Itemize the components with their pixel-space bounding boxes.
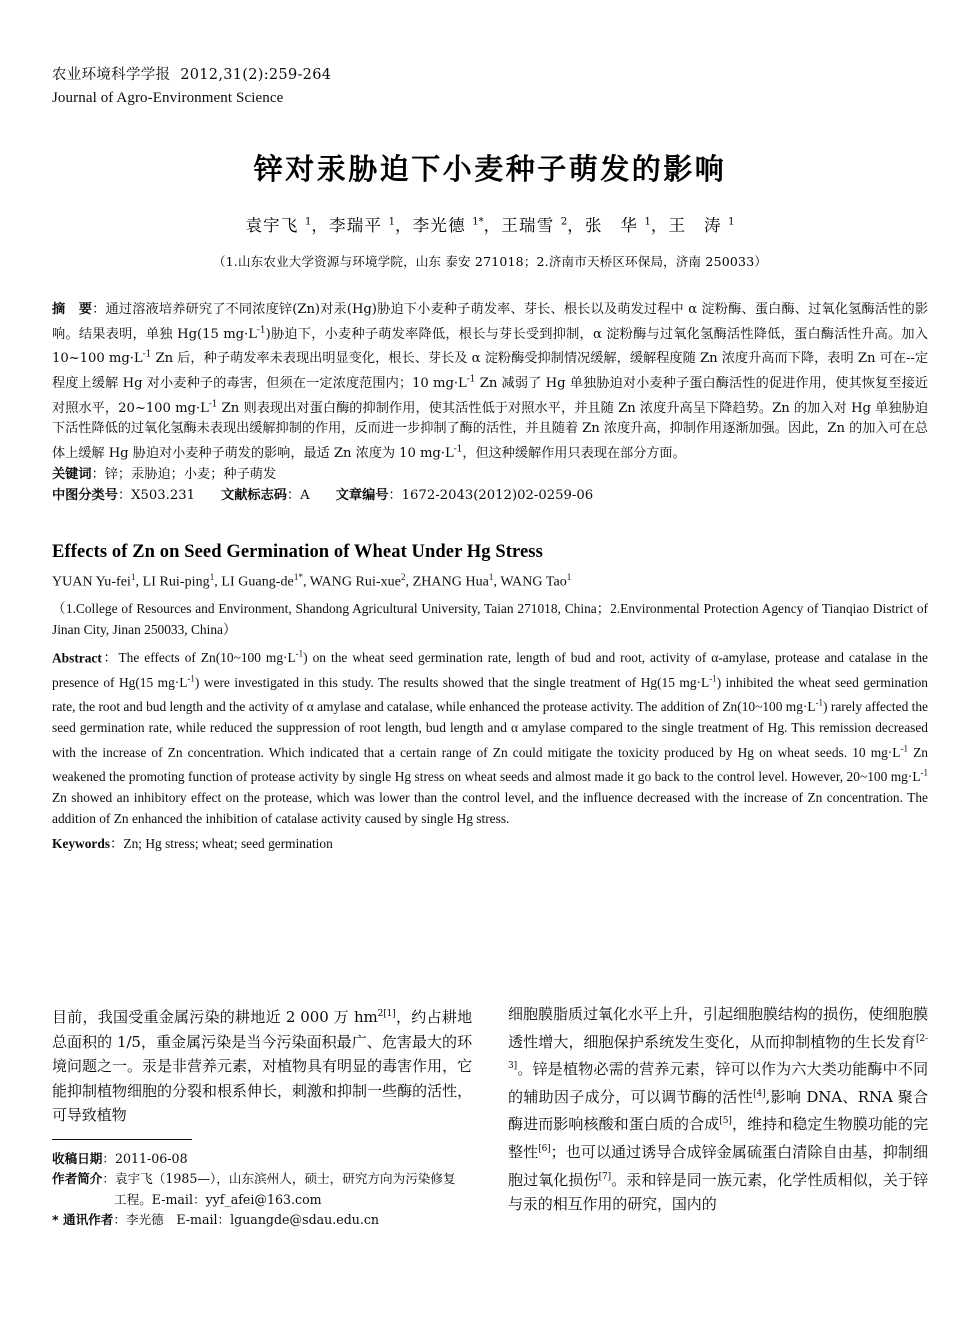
- received-label: 收稿日期: [52, 1150, 103, 1166]
- body-paragraph-right: 细胞膜脂质过氧化水平上升，引起细胞膜结构的损伤，使细胞膜透性增大，细胞保护系统发生变化，从而抑制植物的生长发育[2-3]。锌是植物必需的营养元素，锌可以作为六大类功能酶中不同的辅助因子成分，可以调节酶的活性[4],影响 DNA、RNA 聚合酶进而影响核酸和蛋白质的合成[5]，维持和稳定生物膜功能的完整性[6]；也可以通过诱导合成锌金属硫蛋白清除自由基，抑制细胞过氧化损伤[7]。汞和锌是同一族元素，化学性质相似，关于锌与汞的相互作用的研究，国内的: [508, 1005, 929, 1214]
- keywords-label-english: Keywords: [52, 836, 111, 852]
- classification-line: [52, 485, 928, 506]
- article-number-value: ：1672-2043(2012)02-0259-06: [388, 488, 594, 504]
- keywords-text-english: ：Zn; Hg stress; wheat; seed germination: [110, 836, 333, 852]
- footnote-bio: [52, 1169, 472, 1210]
- body-columns: [52, 1002, 928, 1231]
- running-head: [52, 66, 928, 109]
- footnote-received: [52, 1149, 472, 1170]
- affiliation-english: （1.College of Resources and Environment, Shandong Agricultural University, Taian 271018, China；2.Environmental Protection Agency of Tianqiao District of Jinan City, Jinan 250033, China）: [52, 600, 928, 637]
- page-header-area: [52, 0, 928, 854]
- doccode-label: 文献标志码: [221, 488, 287, 504]
- abstract-chinese: [52, 300, 928, 464]
- abstract-label-english: Abstract: [52, 650, 102, 666]
- doccode-value: ：A: [287, 488, 310, 504]
- journal-name-chinese: 农业环境科学学报 2012,31(2):259-264: [52, 67, 332, 83]
- clc-label: 中图分类号: [52, 488, 118, 504]
- abstract-text-english: ：The effects of Zn(10~100 mg·L$^{-1}$) on the wheat seed germination rate, length of bud and root, activity of α-amylase, protease and catalase in the presence of Hg(15 mg·L$^{-1}$) were investigated in this study. The results showed that the single treatment of Hg(15 mg·L$^{-1}$) inhibited the wheat seed germination rate, the root and bud length and the activity of α amylase and catalase, while enhanced the protease activity. The addition of Zn(10~100 mg·L$^{-1}$) rarely affected the seed germination rate, while reduced the suppression of root length, bud length and α amylase compared to the single treatment of Hg. This remission decreased with the increase of Zn concentration. Which indicated that a certain range of Zn could mitigate the toxicity produced by Hg on wheat seeds. 10 mg·L$^{-1}$ Zn weakened the promoting function of protease activity by single Hg stress on wheat seeds and almost made it go back to the control level. However, 20~100 mg·L$^{-1}$ Zn showed an inhibitory effect on the protease, which was lower than the control level, and the influence decreased with the increase of Zn concentration. The addition of Zn enhanced the inhibition of catalase activity caused by single Hg stress.: [52, 648, 928, 827]
- footnote-divider: [52, 1139, 192, 1140]
- keywords-text-chinese: ：锌；汞胁迫；小麦；种子萌发: [91, 467, 277, 483]
- keywords-english: [52, 833, 928, 854]
- body-paragraph-left: 目前，我国受重金属污染的耕地近 2 000 万 hm$^{2[1]}$，约占耕地总面积的 1/5，重金属污染是当今污染面积最广、危害最大的环境问题之一。汞是非营养元素，对植物具有明显的毒害作用，它能抑制植物细胞的分裂和根系伸长，刺激和抑制一些酶的活性，可导致植物: [52, 1008, 472, 1125]
- keywords-label-chinese: 关键词: [52, 467, 92, 483]
- bio-continuation: 工程。E-mail：yyf_afei@163.com: [114, 1191, 322, 1207]
- abstract-english: [52, 644, 928, 829]
- footnotes: [52, 1149, 472, 1231]
- clc-value: ：X503.231: [117, 488, 196, 504]
- keywords-chinese: [52, 464, 928, 485]
- body-column-right: [508, 1002, 928, 1231]
- journal-name-english: Journal of Agro-Environment Science: [52, 89, 284, 106]
- authors-chinese: 袁宇飞 $^1$，李瑞平 $^1$，李光德 $^{1*}$，王瑞雪 $^2$，张 华 $^1$，王 涛 $^1$: [245, 216, 735, 236]
- bio-value: ：袁宇飞（1985—），山东滨州人，硕士，研究方向为污染修复: [102, 1171, 456, 1187]
- received-value: ：2011-06-08: [102, 1150, 188, 1166]
- article-title-chinese: 锌对汞胁迫下小麦种子萌发的影响: [253, 152, 727, 187]
- abstract-text-chinese: ：通过溶液培养研究了不同浓度锌(Zn)对汞(Hg)胁迫下小麦种子萌发率、芽长、根长以及萌发过程中 α 淀粉酶、蛋白酶、过氧化氢酶活性的影响。结果表明，单独 Hg(15 mg·L$^{-1}$)胁迫下，小麦种子萌发率降低，根长与芽长受到抑制，α 淀粉酶与过氧化氢酶活性降低，蛋白酶活性升高。加入 10~100 mg·L$^{-1}$ Zn 后，种子萌发率未表现出明显变化，根长、芽长及 α 淀粉酶受抑制情况缓解，缓解程度随 Zn 浓度升高而下降，表明 Zn 可在--定程度上缓解 Hg 对小麦种子的毒害，但须在一定浓度范围内；10 mg·L$^{-1}$ Zn 减弱了 Hg 单独胁迫对小麦种子蛋白酶活性的促进作用，使其恢复至接近对照水平，20~100 mg·L$^{-1}$ Zn 则表现出对蛋白酶的抑制作用，使其活性低于对照水平，并且随 Zn 浓度升高呈下降趋势。Zn 的加入对 Hg 单独胁迫下活性降低的过氧化氢酶未表现出缓解抑制的作用，反而进一步抑制了酶的活性，并且随着 Zn 浓度升高，抑制作用逐渐加强。因此，Zn 的加入可在总体上缓解 Hg 胁迫对小麦种子萌发的影响，最适 Zn 浓度为 10 mg·L$^{-1}$，但这种缓解作用只表现在部分方面。: [52, 302, 929, 461]
- article-title-english: Effects of Zn on Seed Germination of Wheat Under Hg Stress: [52, 542, 543, 563]
- authors-english: YUAN Yu-fei$^1$, LI Rui-ping$^1$, LI Guang-$de^{1*}$, WANG Rui-xue$^2$, ZHANG Hua$^1$, WANG Tao$^1$: [52, 572, 572, 590]
- affiliation-chinese: （1.山东农业大学资源与环境学院，山东 泰安 271018；2.济南市天桥区环保局，济南 250033）: [212, 254, 768, 270]
- corresponding-label: * 通讯作者: [52, 1212, 114, 1228]
- footnote-corresponding: [52, 1210, 472, 1231]
- abstract-label-chinese: 摘 要: [52, 302, 93, 318]
- article-number-label: 文章编号: [335, 488, 389, 504]
- body-column-left: [52, 1002, 472, 1231]
- corresponding-value: ：李光德 E-mail：lguangde@sdau.edu.cn: [113, 1212, 380, 1228]
- bio-label: 作者简介: [52, 1171, 103, 1187]
